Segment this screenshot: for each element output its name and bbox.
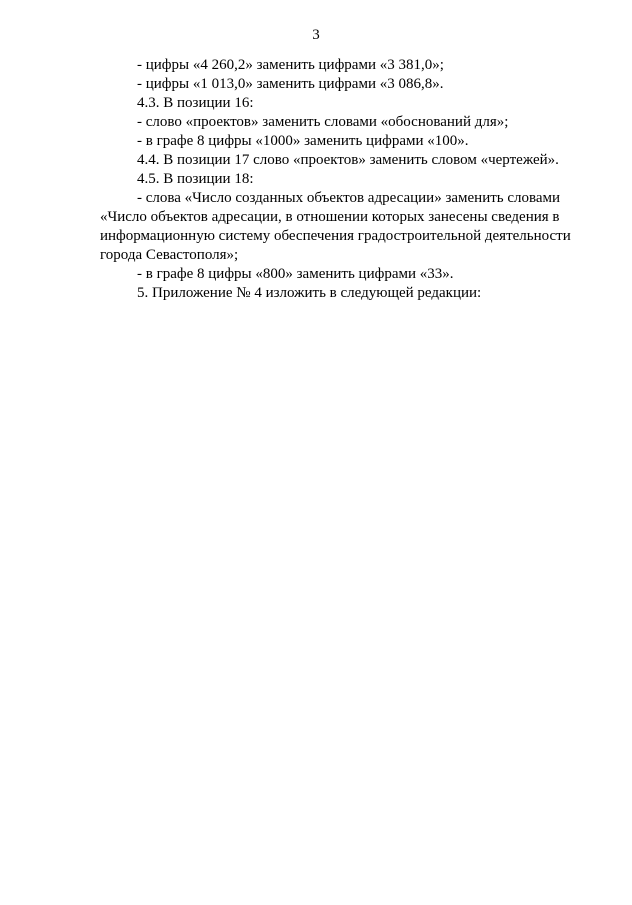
- paragraph-10: 5. Приложение № 4 изложить в следующей редакции:: [137, 285, 482, 301]
- document-body: [100, 56, 605, 303]
- paragraph-7: 4.5. В позиции 18:: [137, 171, 254, 187]
- paragraph-8: - слова «Число созданных объектов адресации» заменить словами «Число объектов адресации, в отношении которых занесены сведения в информационную систему обеспечения градостроительной деятельности города Севастополя»;: [100, 190, 571, 263]
- paragraph-6: 4.4. В позиции 17 слово «проектов» заменить словом «чертежей».: [137, 152, 559, 168]
- paragraph-3: 4.3. В позиции 16:: [137, 95, 254, 111]
- page-number: 3: [312, 27, 320, 43]
- paragraph-2: - цифры «1 013,0» заменить цифрами «3 086,8».: [137, 76, 444, 92]
- paragraph-1: - цифры «4 260,2» заменить цифрами «3 381,0»;: [137, 57, 444, 73]
- paragraph-5: - в графе 8 цифры «1000» заменить цифрами «100».: [137, 133, 469, 149]
- paragraph-9: - в графе 8 цифры «800» заменить цифрами «33».: [137, 266, 454, 282]
- paragraph-4: - слово «проектов» заменить словами «обоснований для»;: [137, 114, 509, 130]
